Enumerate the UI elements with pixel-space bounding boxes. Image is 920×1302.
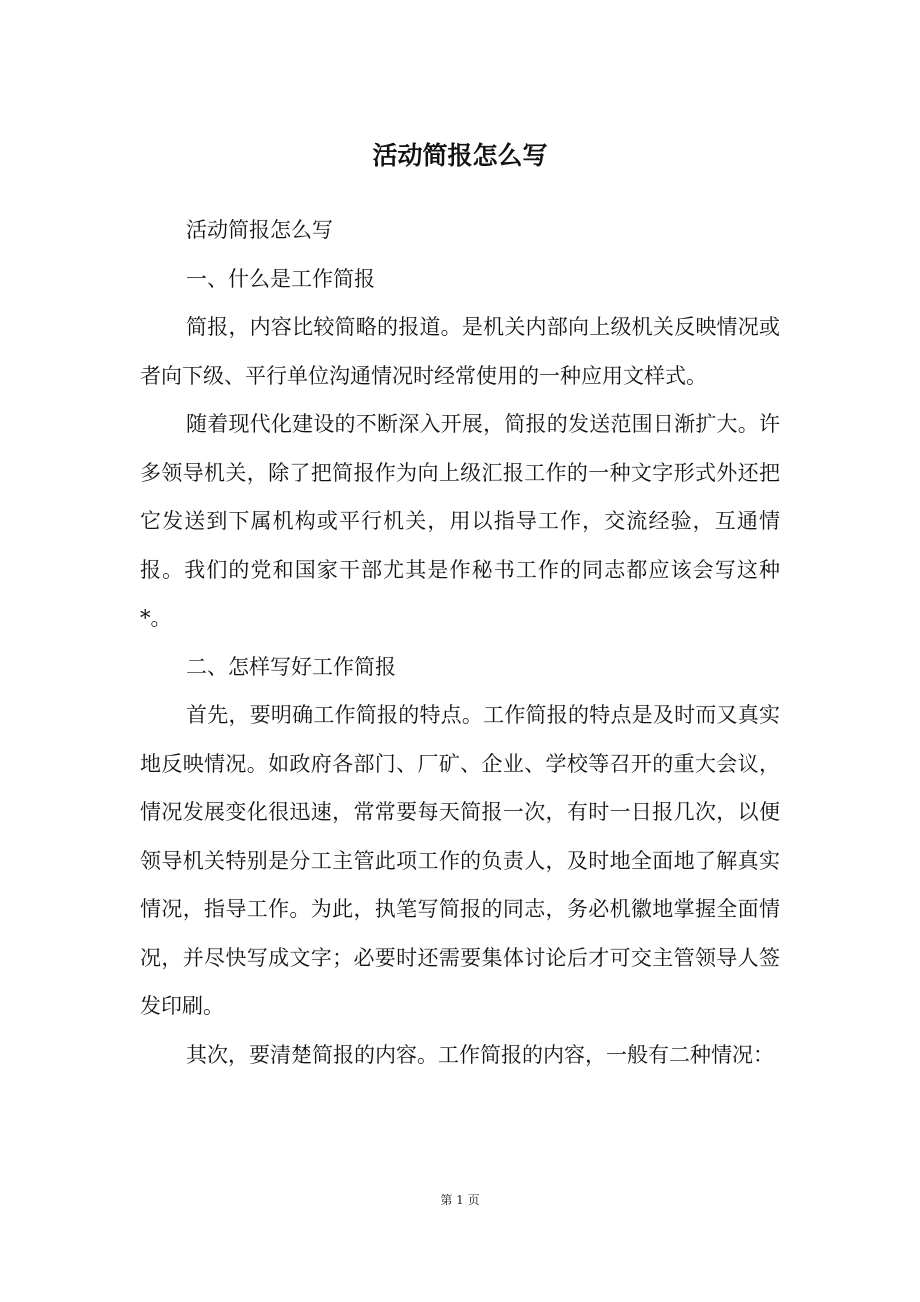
section-heading-1: 一、什么是工作简报 xyxy=(186,266,375,291)
paragraph: 简报，内容比较简略的报道。是机关内部向上级机关反映情况或者向下级、平行单位沟通情况时经常使用的一种应用文样式。 xyxy=(140,315,780,388)
document-title: 活动简报怎么写 xyxy=(372,141,548,170)
page-number-footer: 第 1 页 xyxy=(440,1193,480,1207)
document-body xyxy=(140,206,780,1079)
paragraph-heading: 活动简报怎么写 xyxy=(186,218,333,242)
section-heading-2: 二、怎样写好工作简报 xyxy=(186,654,396,679)
paragraph: 其次，要清楚简报的内容。工作简报的内容，一般有二种情况： xyxy=(186,1042,774,1067)
paragraph: 首先，要明确工作简报的特点。工作简报的特点是及时而又真实地反映情况。如政府各部门、厂矿、企业、学校等召开的重大会议，情况发展变化很迅速，常常要每天简报一次，有时一日报几次，以便领导机关特别是分工主管此项工作的负责人，及时地全面地了解真实情况，指导工作。为此，执笔写简报的同志，务必机徽地掌握全面情况，并尽快写成文字；必要时还需要集体讨论后才可交主管领导人签发印刷。 xyxy=(140,703,780,1018)
paragraph: 随着现代化建设的不断深入开展，简报的发送范围日渐扩大。许多领导机关，除了把简报作为向上级汇报工作的一种文字形式外还把它发送到下属机构或平行机关，用以指导工作，交流经验，互通情报。我们的党和国家干部尤其是作秘书工作的同志都应该会写这种*。 xyxy=(140,412,780,630)
